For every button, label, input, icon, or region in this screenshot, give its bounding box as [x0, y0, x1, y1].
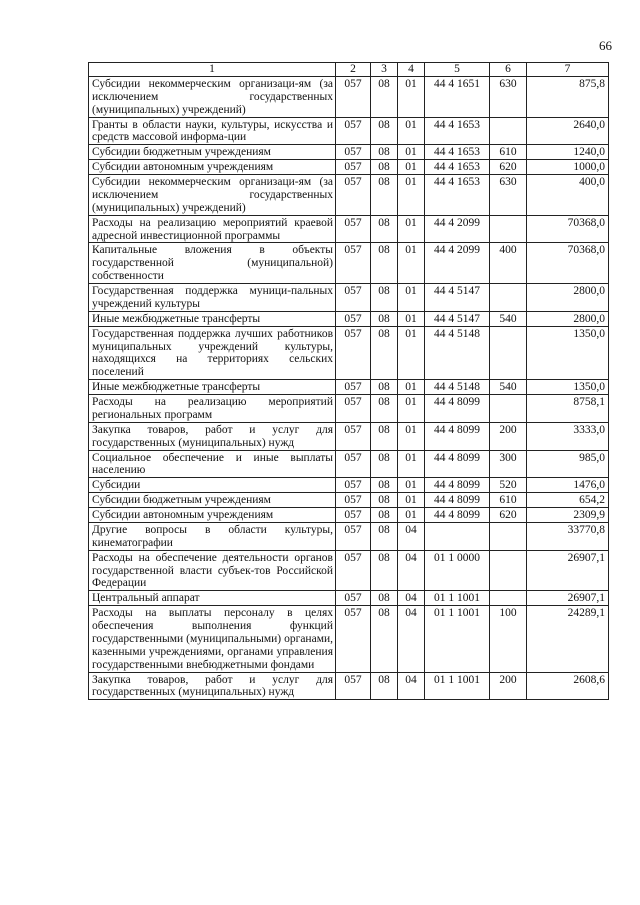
row-code-target: 44 4 2099 — [425, 243, 490, 284]
row-code-expense-type: 610 — [490, 493, 527, 508]
table-row — [89, 380, 609, 395]
table-row — [89, 117, 609, 145]
row-amount: 70368,0 — [527, 215, 609, 243]
row-code-section: 08 — [371, 672, 398, 700]
row-code-expense-type: 200 — [490, 672, 527, 700]
row-code-expense-type: 100 — [490, 606, 527, 672]
row-code-section: 08 — [371, 395, 398, 423]
row-code-subsection: 01 — [398, 145, 425, 160]
table-row — [89, 478, 609, 493]
row-amount: 400,0 — [527, 175, 609, 216]
row-code-section: 08 — [371, 591, 398, 606]
table-row — [89, 450, 609, 478]
table-row — [89, 672, 609, 700]
row-amount: 26907,1 — [527, 550, 609, 591]
row-code-ministry: 057 — [336, 550, 371, 591]
row-code-section: 08 — [371, 76, 398, 117]
row-code-ministry: 057 — [336, 478, 371, 493]
row-amount: 2800,0 — [527, 284, 609, 312]
row-code-ministry: 057 — [336, 117, 371, 145]
row-amount: 2608,6 — [527, 672, 609, 700]
row-amount: 8758,1 — [527, 395, 609, 423]
row-code-target: 44 4 5148 — [425, 326, 490, 380]
row-code-section: 08 — [371, 450, 398, 478]
row-code-subsection: 01 — [398, 243, 425, 284]
row-code-section: 08 — [371, 522, 398, 550]
row-code-section: 08 — [371, 422, 398, 450]
row-name: Расходы на выплаты персоналу в целях обеспечения выполнения функций государственными (муниципальными) органами, казенными учреждениями, органами управления государственными внебюджетными фондами — [89, 606, 336, 672]
row-code-ministry: 057 — [336, 422, 371, 450]
row-name: Расходы на обеспечение деятельности органов государственной власти субъек-тов Российской Федерации — [89, 550, 336, 591]
table-row — [89, 550, 609, 591]
column-header: 4 — [398, 63, 425, 77]
row-name: Субсидии — [89, 478, 336, 493]
row-code-ministry: 057 — [336, 284, 371, 312]
row-code-subsection: 01 — [398, 508, 425, 523]
row-amount: 654,2 — [527, 493, 609, 508]
row-name: Другие вопросы в области культуры, кинематографии — [89, 522, 336, 550]
row-amount: 1350,0 — [527, 380, 609, 395]
row-code-section: 08 — [371, 175, 398, 216]
table-row — [89, 160, 609, 175]
row-name: Закупка товаров, работ и услуг для государственных (муниципальных) нужд — [89, 422, 336, 450]
row-code-subsection: 04 — [398, 522, 425, 550]
row-code-section: 08 — [371, 606, 398, 672]
column-header: 1 — [89, 63, 336, 77]
row-code-ministry: 057 — [336, 591, 371, 606]
row-code-expense-type: 520 — [490, 478, 527, 493]
row-code-subsection: 04 — [398, 606, 425, 672]
row-code-expense-type — [490, 591, 527, 606]
row-code-expense-type: 610 — [490, 145, 527, 160]
row-code-subsection: 01 — [398, 450, 425, 478]
row-code-expense-type: 620 — [490, 160, 527, 175]
row-code-section: 08 — [371, 145, 398, 160]
row-code-subsection: 01 — [398, 284, 425, 312]
table-row — [89, 591, 609, 606]
row-code-ministry: 057 — [336, 311, 371, 326]
row-code-expense-type — [490, 284, 527, 312]
row-code-ministry: 057 — [336, 243, 371, 284]
row-name: Расходы на реализацию мероприятий краевой адресной инвестиционной программы — [89, 215, 336, 243]
row-code-target: 01 1 1001 — [425, 606, 490, 672]
table-row — [89, 243, 609, 284]
row-code-expense-type — [490, 215, 527, 243]
row-code-target: 01 1 1001 — [425, 591, 490, 606]
row-code-expense-type — [490, 395, 527, 423]
table-row — [89, 493, 609, 508]
row-amount: 1000,0 — [527, 160, 609, 175]
row-amount: 2800,0 — [527, 311, 609, 326]
row-code-subsection: 01 — [398, 478, 425, 493]
row-code-target: 44 4 5147 — [425, 284, 490, 312]
row-code-target: 44 4 8099 — [425, 395, 490, 423]
row-code-subsection: 01 — [398, 380, 425, 395]
row-code-ministry: 057 — [336, 175, 371, 216]
row-code-ministry: 057 — [336, 606, 371, 672]
row-code-expense-type: 630 — [490, 175, 527, 216]
column-header: 5 — [425, 63, 490, 77]
row-code-ministry: 057 — [336, 380, 371, 395]
row-code-subsection: 04 — [398, 550, 425, 591]
row-amount: 3333,0 — [527, 422, 609, 450]
table-row — [89, 76, 609, 117]
row-code-expense-type: 300 — [490, 450, 527, 478]
row-name: Закупка товаров, работ и услуг для государственных (муниципальных) нужд — [89, 672, 336, 700]
row-code-ministry: 057 — [336, 160, 371, 175]
row-code-target: 44 4 1653 — [425, 175, 490, 216]
row-code-section: 08 — [371, 160, 398, 175]
table-row — [89, 175, 609, 216]
row-name: Гранты в области науки, культуры, искусства и средств массовой информа-ции — [89, 117, 336, 145]
row-amount: 33770,8 — [527, 522, 609, 550]
row-name: Иные межбюджетные трансферты — [89, 380, 336, 395]
row-amount: 2640,0 — [527, 117, 609, 145]
row-code-expense-type: 200 — [490, 422, 527, 450]
table-row — [89, 326, 609, 380]
row-code-section: 08 — [371, 380, 398, 395]
row-code-section: 08 — [371, 550, 398, 591]
row-amount: 1350,0 — [527, 326, 609, 380]
row-amount: 70368,0 — [527, 243, 609, 284]
page-number: 66 — [599, 38, 612, 53]
row-name: Субсидии бюджетным учреждениям — [89, 493, 336, 508]
row-code-ministry: 057 — [336, 450, 371, 478]
table-row — [89, 311, 609, 326]
row-code-section: 08 — [371, 508, 398, 523]
row-code-target: 44 4 5148 — [425, 380, 490, 395]
row-code-target: 44 4 8099 — [425, 478, 490, 493]
row-code-subsection: 01 — [398, 311, 425, 326]
row-code-target: 44 4 5147 — [425, 311, 490, 326]
row-code-ministry: 057 — [336, 493, 371, 508]
row-code-section: 08 — [371, 311, 398, 326]
row-code-subsection: 01 — [398, 160, 425, 175]
row-code-target — [425, 522, 490, 550]
row-code-subsection: 01 — [398, 76, 425, 117]
row-name: Субсидии некоммерческим организаци-ям (за исключением государственных (муниципальных) учреждений) — [89, 175, 336, 216]
row-code-target: 44 4 8099 — [425, 493, 490, 508]
row-code-subsection: 01 — [398, 117, 425, 145]
row-code-section: 08 — [371, 117, 398, 145]
row-code-section: 08 — [371, 493, 398, 508]
row-code-ministry: 057 — [336, 76, 371, 117]
budget-table — [88, 62, 609, 700]
row-code-target: 44 4 1653 — [425, 145, 490, 160]
row-code-ministry: 057 — [336, 508, 371, 523]
table-row — [89, 284, 609, 312]
row-name: Субсидии автономным учреждениям — [89, 160, 336, 175]
row-code-section: 08 — [371, 243, 398, 284]
row-amount: 24289,1 — [527, 606, 609, 672]
table-row — [89, 145, 609, 160]
row-name: Иные межбюджетные трансферты — [89, 311, 336, 326]
table-row — [89, 215, 609, 243]
table-header-row — [89, 63, 609, 77]
row-code-expense-type — [490, 326, 527, 380]
row-code-section: 08 — [371, 284, 398, 312]
table-row — [89, 522, 609, 550]
row-amount: 985,0 — [527, 450, 609, 478]
row-name: Субсидии бюджетным учреждениям — [89, 145, 336, 160]
row-code-ministry: 057 — [336, 395, 371, 423]
row-amount: 875,8 — [527, 76, 609, 117]
row-code-ministry: 057 — [336, 145, 371, 160]
row-name: Капитальные вложения в объекты государственной (муниципальной) собственности — [89, 243, 336, 284]
column-header: 6 — [490, 63, 527, 77]
row-code-target: 44 4 8099 — [425, 450, 490, 478]
row-code-expense-type — [490, 550, 527, 591]
row-code-section: 08 — [371, 478, 398, 493]
row-name: Расходы на реализацию мероприятий региональных программ — [89, 395, 336, 423]
row-amount: 2309,9 — [527, 508, 609, 523]
row-code-target: 44 4 2099 — [425, 215, 490, 243]
table-body — [89, 76, 609, 699]
row-code-section: 08 — [371, 326, 398, 380]
row-code-section: 08 — [371, 215, 398, 243]
row-code-expense-type — [490, 522, 527, 550]
row-code-target: 44 4 1653 — [425, 160, 490, 175]
row-code-ministry: 057 — [336, 326, 371, 380]
row-name: Социальное обеспечение и иные выплаты населению — [89, 450, 336, 478]
row-code-target: 01 1 0000 — [425, 550, 490, 591]
row-code-target: 44 4 1651 — [425, 76, 490, 117]
row-code-subsection: 01 — [398, 215, 425, 243]
row-code-expense-type — [490, 117, 527, 145]
table-row — [89, 606, 609, 672]
row-amount: 1476,0 — [527, 478, 609, 493]
row-code-ministry: 057 — [336, 672, 371, 700]
row-code-expense-type: 400 — [490, 243, 527, 284]
row-code-expense-type: 540 — [490, 380, 527, 395]
row-name: Субсидии автономным учреждениям — [89, 508, 336, 523]
row-code-subsection: 01 — [398, 493, 425, 508]
row-name: Центральный аппарат — [89, 591, 336, 606]
row-code-target: 44 4 1653 — [425, 117, 490, 145]
row-name: Государственная поддержка лучших работников муниципальных учреждений культуры, находящихся на территориях сельских поселений — [89, 326, 336, 380]
row-code-expense-type: 630 — [490, 76, 527, 117]
row-name: Субсидии некоммерческим организаци-ям (за исключением государственных (муниципальных) учреждений) — [89, 76, 336, 117]
row-amount: 1240,0 — [527, 145, 609, 160]
row-code-ministry: 057 — [336, 522, 371, 550]
row-code-subsection: 01 — [398, 326, 425, 380]
column-header: 7 — [527, 63, 609, 77]
row-name: Государственная поддержка муници-пальных учреждений культуры — [89, 284, 336, 312]
table-row — [89, 395, 609, 423]
row-code-target: 44 4 8099 — [425, 508, 490, 523]
row-code-subsection: 04 — [398, 591, 425, 606]
row-code-subsection: 01 — [398, 422, 425, 450]
row-code-expense-type: 620 — [490, 508, 527, 523]
table-row — [89, 422, 609, 450]
row-code-target: 01 1 1001 — [425, 672, 490, 700]
column-header: 3 — [371, 63, 398, 77]
row-code-subsection: 01 — [398, 395, 425, 423]
row-code-target: 44 4 8099 — [425, 422, 490, 450]
row-code-expense-type: 540 — [490, 311, 527, 326]
row-amount: 26907,1 — [527, 591, 609, 606]
table-row — [89, 508, 609, 523]
row-code-subsection: 04 — [398, 672, 425, 700]
row-code-ministry: 057 — [336, 215, 371, 243]
row-code-subsection: 01 — [398, 175, 425, 216]
column-header: 2 — [336, 63, 371, 77]
